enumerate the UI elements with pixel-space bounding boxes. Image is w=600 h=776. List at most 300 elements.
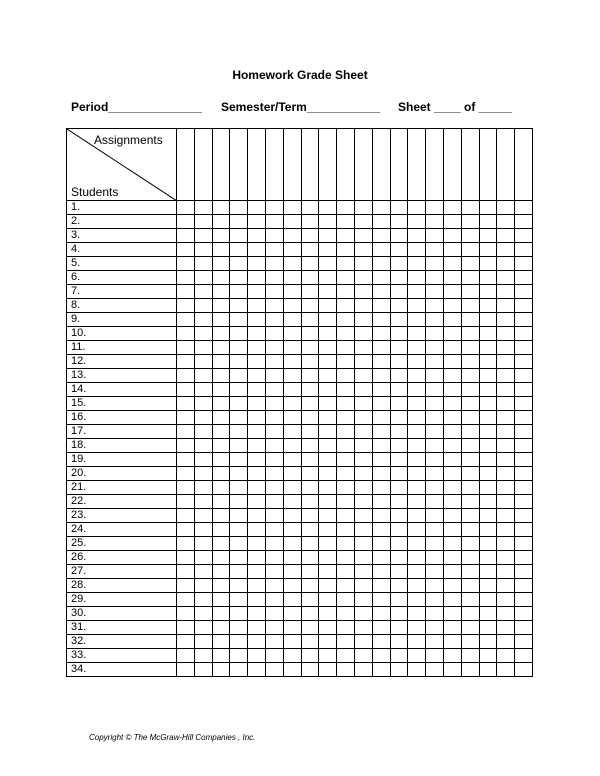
grade-cell [177,537,195,551]
grade-cell [212,397,230,411]
grade-cell [265,215,283,229]
grade-cell [390,593,408,607]
grade-cell [426,215,444,229]
grade-cell [461,481,479,495]
grade-cell [301,537,319,551]
grade-cell [301,383,319,397]
grade-cell [461,383,479,397]
grade-cell [408,411,426,425]
grade-cell [515,383,533,397]
grade-cell [301,523,319,537]
grade-cell [479,271,497,285]
grade-cell [515,397,533,411]
grade-cell [248,579,266,593]
grade-cell [372,355,390,369]
grade-cell [248,313,266,327]
grade-cell [230,383,248,397]
grade-cell [194,663,212,677]
table-row [67,215,533,229]
table-row [67,229,533,243]
student-number-cell: 19. [67,453,177,467]
grade-cell [283,551,301,565]
grade-cell [479,439,497,453]
grade-cell [408,383,426,397]
grade-cell [408,271,426,285]
grade-cell [408,327,426,341]
student-number-cell: 27. [67,565,177,579]
grade-cell [515,229,533,243]
grade-cell [426,621,444,635]
grade-cell [372,523,390,537]
grade-cell [283,215,301,229]
grade-cell [248,257,266,271]
grade-cell [301,565,319,579]
grade-cell [212,313,230,327]
grade-cell [212,593,230,607]
student-number-cell: 2. [67,215,177,229]
grade-cell [230,411,248,425]
grade-cell [283,565,301,579]
grade-cell [265,453,283,467]
grade-cell [461,313,479,327]
grade-cell [426,369,444,383]
grade-cell [212,229,230,243]
grade-cell [372,313,390,327]
grade-cell [177,453,195,467]
grade-cell [301,551,319,565]
grade-cell [177,593,195,607]
grade-cell [515,369,533,383]
grade-cell [248,271,266,285]
grade-cell [319,425,337,439]
grade-cell [301,285,319,299]
grade-cell [497,621,515,635]
grade-cell [372,495,390,509]
grade-cell [337,201,355,215]
grade-cell [194,313,212,327]
grade-cell [301,621,319,635]
grade-cell [479,257,497,271]
grade-cell [443,243,461,257]
grade-cell [390,579,408,593]
grade-cell [461,201,479,215]
grade-cell [337,285,355,299]
grade-cell [408,439,426,453]
grade-cell [497,397,515,411]
grade-cell [479,649,497,663]
grade-cell [354,621,372,635]
grade-cell [265,271,283,285]
grade-cell [337,523,355,537]
table-row [67,271,533,285]
grade-cell [248,621,266,635]
grade-cell [479,383,497,397]
grade-cell [319,621,337,635]
grade-cell [443,215,461,229]
table-row [67,481,533,495]
grade-cell [390,537,408,551]
grade-cell [319,201,337,215]
table-row [67,621,533,635]
grade-cell [283,537,301,551]
grade-cell [426,397,444,411]
grade-cell [301,411,319,425]
grade-cell [372,285,390,299]
grade-cell [443,579,461,593]
grade-cell [194,369,212,383]
grade-cell [426,285,444,299]
grade-cell [426,453,444,467]
grade-cell [426,271,444,285]
grade-cell [479,635,497,649]
grade-cell [497,593,515,607]
grade-cell [265,579,283,593]
grade-cell [177,509,195,523]
grade-cell [461,215,479,229]
grade-cell [248,649,266,663]
grade-cell [354,327,372,341]
grade-cell [354,425,372,439]
grade-cell [230,313,248,327]
grade-cell [212,523,230,537]
grade-cell [194,425,212,439]
grade-cell [212,481,230,495]
grade-cell [354,537,372,551]
grade-cell [230,467,248,481]
grade-cell [337,397,355,411]
table-row [67,495,533,509]
grade-cell [301,481,319,495]
grade-cell [212,537,230,551]
grade-cell [443,383,461,397]
grade-cell [354,607,372,621]
grade-cell [372,663,390,677]
grade-cell [283,467,301,481]
grade-cell [408,285,426,299]
grade-cell [479,411,497,425]
grade-cell [515,495,533,509]
grade-cell [319,313,337,327]
grade-cell [319,229,337,243]
grade-cell [319,383,337,397]
grade-cell [354,411,372,425]
grade-cell [497,369,515,383]
grade-cell [443,327,461,341]
grade-cell [354,229,372,243]
grade-cell [230,453,248,467]
grade-cell [212,327,230,341]
grade-cell [337,425,355,439]
grade-cell [248,285,266,299]
grade-cell [354,355,372,369]
grade-cell [230,565,248,579]
table-row [67,635,533,649]
grade-cell [212,649,230,663]
grade-cell [265,341,283,355]
grade-cell [443,635,461,649]
grade-cell [461,537,479,551]
grade-cell [515,439,533,453]
grade-cell [443,481,461,495]
grade-cell [515,635,533,649]
grade-cell [479,215,497,229]
grade-cell [283,369,301,383]
grade-cell [408,495,426,509]
grade-cell [372,635,390,649]
grade-cell [390,411,408,425]
grade-cell [248,327,266,341]
grade-cell [319,607,337,621]
grade-cell [408,355,426,369]
grade-cell [443,593,461,607]
grade-cell [337,579,355,593]
grade-cell [443,341,461,355]
grade-cell [479,201,497,215]
grade-cell [230,341,248,355]
grade-cell [443,201,461,215]
grade-cell [265,299,283,313]
student-number-cell: 10. [67,327,177,341]
grade-cell [461,593,479,607]
grade-cell [283,621,301,635]
grade-cell [337,411,355,425]
grade-cell [408,453,426,467]
grade-cell [212,355,230,369]
assignment-header-cell [408,129,426,201]
grade-cell [390,313,408,327]
grade-cell [372,383,390,397]
grade-cell [497,495,515,509]
grade-cell [515,523,533,537]
grade-cell [372,579,390,593]
grade-cell [372,537,390,551]
grade-cell [319,271,337,285]
grade-cell [461,579,479,593]
student-number-cell: 20. [67,467,177,481]
grade-cell [265,383,283,397]
grade-cell [337,215,355,229]
assignment-header-cell [194,129,212,201]
grade-cell [497,355,515,369]
grade-cell [337,649,355,663]
grade-cell [177,481,195,495]
grade-cell [301,495,319,509]
grade-cell [301,341,319,355]
grade-cell [212,439,230,453]
grade-cell [319,411,337,425]
grade-cell [372,467,390,481]
grade-cell [372,439,390,453]
grade-cell [408,215,426,229]
grade-cell [497,299,515,313]
grade-cell [248,425,266,439]
grade-cell [408,425,426,439]
grade-table [66,128,533,677]
grade-cell [194,285,212,299]
grade-cell [337,509,355,523]
grade-cell [283,355,301,369]
grade-cell [283,481,301,495]
grade-cell [248,201,266,215]
grade-cell [390,523,408,537]
student-number-cell: 18. [67,439,177,453]
assignment-header-cell [443,129,461,201]
grade-cell [248,607,266,621]
grade-cell [230,495,248,509]
grade-cell [443,313,461,327]
grade-cell [319,649,337,663]
grade-cell [212,467,230,481]
grade-cell [497,565,515,579]
student-number-cell: 1. [67,201,177,215]
grade-cell [177,663,195,677]
grade-cell [212,411,230,425]
grade-cell [194,453,212,467]
grade-cell [354,439,372,453]
table-row [67,593,533,607]
grade-cell [497,425,515,439]
table-row [67,439,533,453]
grade-cell [283,509,301,523]
grade-cell [515,607,533,621]
grade-cell [479,621,497,635]
grade-cell [497,537,515,551]
grade-cell [372,565,390,579]
grade-cell [354,495,372,509]
grade-cell [497,509,515,523]
grade-cell [248,537,266,551]
grade-cell [248,663,266,677]
grade-cell [426,229,444,243]
grade-cell [319,495,337,509]
grade-cell [248,369,266,383]
grade-cell [372,215,390,229]
period-field: Period______________ [71,100,202,114]
grade-cell [461,299,479,313]
grade-cell [337,257,355,271]
grade-cell [194,271,212,285]
grade-cell [265,243,283,257]
assignment-header-cell [319,129,337,201]
assignment-header-cell [301,129,319,201]
grade-cell [408,201,426,215]
student-number-cell: 28. [67,579,177,593]
grade-cell [212,509,230,523]
grade-cell [408,313,426,327]
student-number-cell: 26. [67,551,177,565]
grade-cell [177,607,195,621]
grade-cell [265,495,283,509]
grade-cell [177,579,195,593]
grade-cell [337,341,355,355]
student-number-cell: 9. [67,313,177,327]
table-row [67,299,533,313]
grade-cell [283,635,301,649]
grade-cell [301,579,319,593]
grade-cell [301,229,319,243]
grade-cell [515,201,533,215]
grade-cell [390,243,408,257]
grade-cell [426,425,444,439]
grade-cell [194,481,212,495]
grade-cell [212,299,230,313]
grade-cell [408,299,426,313]
grade-cell [319,579,337,593]
grade-cell [461,565,479,579]
grade-cell [177,439,195,453]
grade-cell [515,663,533,677]
grade-cell [390,663,408,677]
grade-cell [479,523,497,537]
grade-cell [461,425,479,439]
grade-cell [354,313,372,327]
grade-cell [265,411,283,425]
grade-cell [230,481,248,495]
table-row [67,663,533,677]
grade-cell [390,397,408,411]
grade-cell [212,621,230,635]
grade-cell [230,271,248,285]
grade-cell [230,579,248,593]
grade-cell [265,649,283,663]
grade-cell [426,649,444,663]
assignment-header-cell [230,129,248,201]
grade-cell [337,635,355,649]
table-row [67,397,533,411]
grade-cell [479,229,497,243]
grade-cell [177,397,195,411]
grade-cell [479,551,497,565]
grade-cell [194,467,212,481]
grade-cell [515,425,533,439]
grade-cell [265,467,283,481]
grade-cell [230,551,248,565]
grade-cell [177,313,195,327]
grade-cell [177,243,195,257]
grade-cell [390,299,408,313]
grade-cell [212,663,230,677]
grade-cell [283,257,301,271]
grade-cell [461,285,479,299]
grade-cell [497,467,515,481]
grade-cell [283,383,301,397]
grade-cell [248,551,266,565]
grade-cell [426,341,444,355]
grade-cell [230,215,248,229]
grade-cell [265,551,283,565]
grade-cell [194,537,212,551]
grade-cell [390,509,408,523]
grade-cell [248,565,266,579]
grade-cell [515,313,533,327]
grade-cell [283,299,301,313]
semester-term-field: Semester/Term___________ [221,100,381,114]
grade-cell [497,313,515,327]
grade-cell [283,649,301,663]
grade-cell [515,579,533,593]
grade-cell [194,635,212,649]
grade-cell [319,299,337,313]
grade-cell [426,579,444,593]
grade-cell [497,341,515,355]
grade-cell [390,551,408,565]
table-row [67,285,533,299]
grade-cell [408,607,426,621]
student-number-cell: 4. [67,243,177,257]
grade-cell [390,201,408,215]
grade-cell [283,579,301,593]
grade-cell [354,397,372,411]
